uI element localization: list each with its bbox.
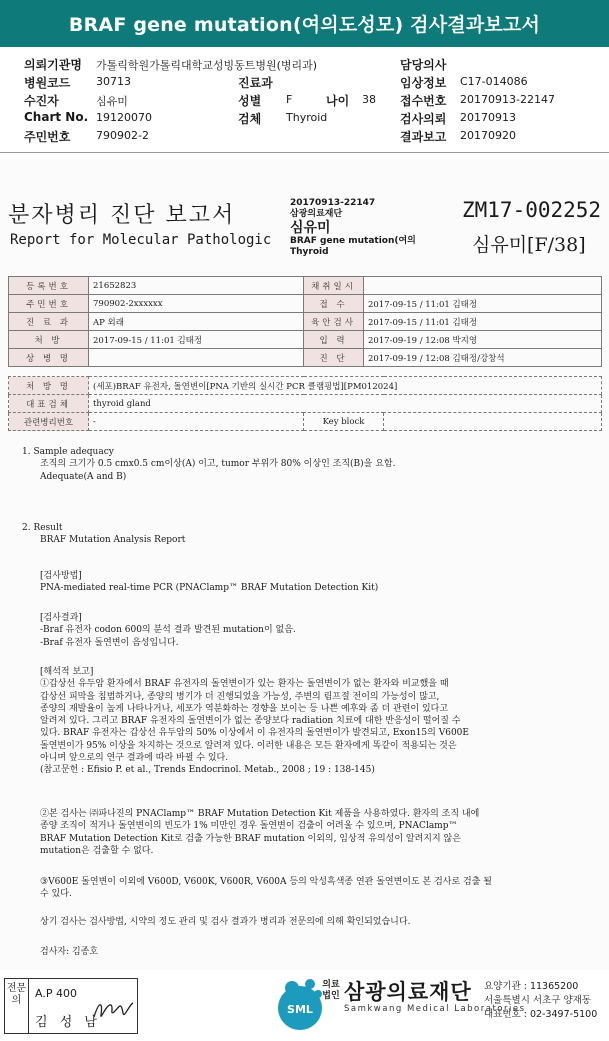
table-key: 입 력 — [304, 331, 364, 349]
table-value: 2017-09-19 / 12:08 박지영 — [364, 331, 602, 349]
table-key: 상 병 명 — [9, 349, 89, 367]
sticker-receipt: 20170913-22147 — [290, 198, 376, 208]
section-text: 조직의 크기가 0.5 cmx0.5 cm이상(A) 이고, tumor 부위가 80% 이상인 조직(B)을 요함. — [40, 459, 396, 470]
table-value: AP 외래 — [89, 313, 304, 331]
report-title: BRAF gene mutation(여의도성모) 검사결과보고서 — [68, 14, 541, 36]
line: 종양 조직이 적거나 돌연변이의 빈도가 1% 미만인 경우 돌연변이 검출이 어려울 수 있으며, PNAClamp™ — [40, 821, 458, 832]
method-text: PNA-mediated real-time PCR (PNAClamp™ BRAF Mutation Detection Kit) — [40, 583, 379, 594]
field-value-request-date: 20170913 — [460, 111, 516, 124]
report-info-table — [8, 276, 602, 367]
org-type: 의료법인 — [322, 980, 340, 1001]
line: 있다. BRAF 유전자는 갑상선 유두암의 50% 이상에서 이 유전자의 돌연변이가 발견되고, Exon15의 V600E — [40, 728, 469, 739]
table-row — [9, 395, 602, 413]
table-value: - — [89, 413, 304, 431]
logo-text: SML — [287, 1003, 313, 1016]
section-sample-adequacy — [22, 446, 395, 483]
table-key: 채취일시 — [304, 277, 364, 295]
specimen-label-sticker — [290, 198, 462, 264]
report-code: ZM17-002252 — [462, 198, 602, 222]
header-divider — [0, 152, 609, 153]
org-phone: 대표번호 : 02-3497-5100 — [484, 1009, 598, 1020]
org-address: 서울특별시 서초구 양재동 — [484, 995, 591, 1006]
org-name-english: Samkwang Medical Laboratories — [344, 1004, 526, 1014]
table-key: 대표검체 — [9, 395, 89, 413]
field-label-institution: 의뢰기관명 — [24, 58, 82, 72]
signature-icon — [91, 997, 135, 1023]
field-label-hospital-code: 병원코드 — [24, 76, 71, 90]
table-value: 21652823 — [89, 277, 304, 295]
table-key: Key block — [304, 413, 384, 431]
field-value-receipt-no: 20170913-22147 — [460, 93, 555, 106]
field-value-resident-no: 790902-2 — [96, 129, 149, 142]
pathologist-stamp — [4, 978, 138, 1034]
line: BRAF Mutation Detection Kit로 검출 가능한 BRAF mutation 이외의, 임상적 유의성이 알려지지 않은 — [40, 833, 461, 844]
sticker-specimen: Thyroid — [290, 247, 329, 257]
field-value-sex: F — [286, 93, 293, 106]
field-label-report-date: 결과보고 — [400, 130, 447, 144]
stamp-name: 김 성 남 — [35, 1015, 101, 1030]
result-text: -Braf 유전자 codon 600의 분석 결과 발견된 mutation이 없음. — [40, 625, 296, 636]
line: (참고문헌 : Efisio P. et al., Trends Endocrinol. Metab., 2008 ; 19 : 138-145) — [40, 765, 375, 776]
table-key: 진 료 과 — [9, 313, 89, 331]
line: 아니며 앞으로의 연구 결과에 따라 바뀔 수 있다. — [40, 753, 229, 764]
field-label-sex: 성별 — [238, 94, 262, 108]
section-result — [22, 522, 185, 547]
line: 갑상선 피막을 침범하거나, 종양의 병기가 더 진행되었을 가능성, 주변의 림프절 전이의 가능성이 많고, — [40, 691, 440, 702]
sticker-org: 삼광의료재단 — [290, 209, 343, 219]
org-code: 요양기관 : 11365200 — [484, 981, 579, 992]
line: ①갑상선 유두암 환자에서 BRAF 유전자의 돌연변이가 있는 환자는 돌연변이가 없는 환자와 비교했을 때 — [40, 679, 449, 690]
table-key: 관련병리번호 — [9, 413, 89, 431]
report-title-english: Report for Molecular Pathologic — [10, 232, 272, 248]
report-order-table — [8, 376, 602, 431]
line: 돌연변이가 95% 이상을 차지하는 것으로 알려져 있다. 이러한 내용은 모든 환자에게 똑같이 적용되는 것은 — [40, 740, 457, 751]
field-label-doctor: 담당의사 — [400, 58, 447, 72]
field-label-clinical-info: 임상정보 — [400, 76, 447, 90]
scanned-report — [0, 160, 609, 970]
field-value-hospital-code: 30713 — [96, 75, 131, 88]
section-text: BRAF Mutation Analysis Report — [40, 535, 186, 546]
table-row — [9, 331, 602, 349]
interpretation-para-1 — [40, 678, 600, 776]
interpretation-para-2 — [40, 808, 600, 857]
table-value: 2017-09-19 / 12:08 김태정/강창석 — [364, 349, 602, 367]
field-label-specimen: 검체 — [238, 112, 262, 126]
table-row — [9, 295, 602, 313]
org-contact-info — [484, 980, 597, 1022]
result-title: [검사결과] — [40, 613, 82, 623]
field-value-specimen: Thyroid — [286, 111, 328, 124]
method-block — [40, 570, 600, 595]
table-key: 진 단 — [304, 349, 364, 367]
table-key: 처 방 명 — [9, 377, 89, 395]
patient-info — [0, 52, 609, 152]
report-title-korean: 분자병리 진단 보고서 — [8, 203, 236, 228]
interpretation-block — [40, 666, 600, 777]
section-title: 2. Result — [22, 523, 63, 533]
result-block — [40, 612, 600, 649]
table-row — [9, 349, 602, 367]
field-label-chart-no: Chart No. — [24, 110, 89, 124]
line: 종양의 재발율이 높게 나타나거나, 세포가 역분화하는 경향을 보이는 등 나쁜 예후와 좀 더 관련이 있다고 — [40, 703, 449, 714]
table-key: 처 방 — [9, 331, 89, 349]
table-key: 육안검사 — [304, 313, 364, 331]
line: ②본 검사는 ㈜파나진의 PNAClamp™ BRAF Mutation Detection Kit 제품을 사용하였다. 환자의 조직 내에 — [40, 809, 480, 819]
method-title: [검사방법] — [40, 571, 82, 581]
sticker-patient: 심유미 — [290, 220, 331, 236]
table-value: (세포)BRAF 유전자, 돌연변이[PNA 기반의 실시간 PCR 클램핑법][PM012024] — [89, 377, 602, 395]
field-value-patient: 심유미 — [96, 95, 128, 108]
report-patient: 심유미[F/38] — [472, 234, 586, 256]
interpretation-title: [해석적 보고] — [40, 667, 94, 677]
org-name: 삼광의료재단 — [344, 980, 472, 1004]
field-label-department: 진료과 — [238, 76, 273, 90]
table-row — [9, 377, 602, 395]
field-label-patient: 수진자 — [24, 94, 59, 108]
table-key: 등록번호 — [9, 277, 89, 295]
report-title-bar — [0, 0, 609, 47]
field-value-age: 38 — [362, 93, 376, 106]
line: ③V600E 돌연변이 이외에 V600D, V600K, V600R, V600A 등의 악성흑색종 연관 돌연변이도 본 검사로 검출 될 — [40, 877, 492, 887]
line: 알려져 있다. 그리고 BRAF 유전자의 돌연변이가 없는 종양보다 radiation 치료에 대한 반응성이 떨어질 수 — [40, 716, 461, 727]
table-key: 접 수 — [304, 295, 364, 313]
line: 수 있다. — [40, 889, 72, 900]
table-value — [384, 413, 602, 431]
table-row — [9, 313, 602, 331]
table-row — [9, 413, 602, 431]
sticker-test: BRAF gene mutation(여의 — [290, 236, 416, 246]
table-value: 2017-09-15 / 11:01 김태정 — [89, 331, 304, 349]
field-value-institution: 가톨릭학원가톨릭대학교성빙동트병원(병리과) — [96, 59, 318, 72]
stamp-license: A.P 400 — [35, 987, 77, 1000]
section-title: 1. Sample adequacy — [22, 447, 114, 457]
table-value: 790902-2xxxxxx — [89, 295, 304, 313]
field-value-chart-no: 19120070 — [96, 111, 152, 124]
table-value: 2017-09-15 / 11:01 김태정 — [364, 313, 602, 331]
field-label-receipt-no: 접수번호 — [400, 94, 447, 108]
field-value-report-date: 20170920 — [460, 129, 516, 142]
result-text: -Braf 유전자 돌연변이 음성입니다. — [40, 637, 179, 648]
field-label-age: 나이 — [326, 94, 350, 108]
closing-text: 상기 검사는 검사방법, 시약의 정도 관리 및 검사 결과가 병리과 전문의에 의해 확인되었습니다. — [40, 917, 411, 927]
line: mutation은 검출할 수 없다. — [40, 845, 154, 856]
table-value: 2017-09-15 / 11:01 김태정 — [364, 295, 602, 313]
table-value — [364, 277, 602, 295]
stamp-side-label: 전문의 — [5, 979, 29, 1033]
interpretation-para-3 — [40, 876, 600, 901]
report-footer — [0, 972, 609, 1041]
table-key: 주민번호 — [9, 295, 89, 313]
field-value-clinical-info: C17-014086 — [460, 75, 528, 88]
table-value: thyroid gland — [89, 395, 602, 413]
table-value — [89, 349, 304, 367]
field-label-request-date: 검사의뢰 — [400, 112, 447, 126]
examiner: 검사자: 김종호 — [40, 947, 99, 957]
field-label-resident-no: 주민번호 — [24, 130, 71, 144]
section-text: Adequate(A and B) — [40, 471, 127, 482]
table-row — [9, 277, 602, 295]
